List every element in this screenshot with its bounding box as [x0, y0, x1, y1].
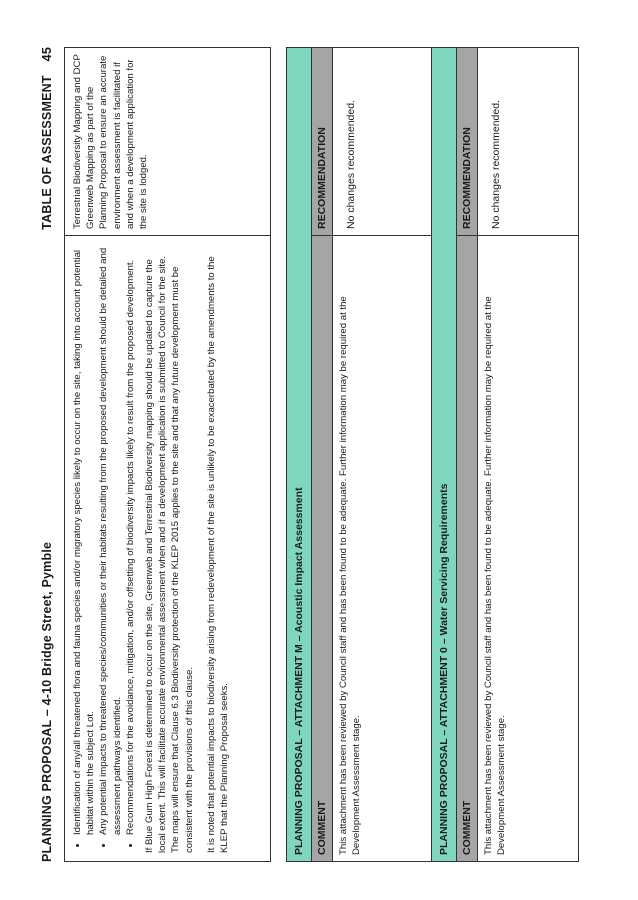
- biodiversity-table: [64, 47, 271, 862]
- biodiversity-recommendation-cell: Terrestrial Biodiversity Mapping and DCP Greenweb Mapping as part of the Planning Proposal to ensure an accurate environment assessment is facilitated if and when a development application for the site is lodged.: [72, 54, 150, 229]
- column-headers: [312, 48, 333, 861]
- biodiversity-comment-cell: [65, 235, 270, 861]
- list-item: • Any potential impacts to threatened species/communities or their habitats resulting from the proposed development should be detailed and assessment pathways identified.: [97, 244, 123, 835]
- section-body: [333, 48, 433, 861]
- section-label: TABLE OF ASSESSMENT: [40, 75, 54, 230]
- list-item: • Recommendations for the avoidance, mitigation, and/or offsetting of biodiversity impacts likely to result from the proposed development.: [124, 244, 137, 835]
- comment-paragraph: If Blue Gum High Forest is determined to occur on the site, Greenweb and Terrestrial Biodiversity mapping should be updated to capture the local extent. This will facilitate accurate environmental assessment when and if a development application is submitted to Council for the site. The maps will ensure that Clause 6.3 Biodiversity protection of the KLEP 2015 applies to the site and that any future development must be consistent with the provisions of this clause.: [144, 255, 195, 853]
- section-title: PLANNING PROPOSAL – ATTACHMENT M – Acoustic Impact Assessment: [287, 48, 312, 861]
- water-servicing-section: [431, 47, 579, 862]
- section-body: [478, 48, 578, 861]
- section-title: PLANNING PROPOSAL – ATTACHMENT 0 – Water Servicing Requirements: [432, 48, 457, 861]
- page-number: 45: [40, 47, 54, 62]
- comment-text: This attachment has been reviewed by Council staff and has been found to be adequate. Further information may be required at the Development Assessment stage.: [333, 235, 433, 861]
- comment-header: COMMENT: [312, 235, 332, 861]
- recommendation-header: RECOMMENDATION: [461, 127, 473, 229]
- list-item: • Identification of any/all threatened flora and fauna species and/or migratory species likely to occur on the site, taking into account potential habitat within the subject Lot.: [71, 244, 97, 835]
- acoustic-section: [286, 47, 434, 862]
- requirements-list: [71, 244, 137, 853]
- page-header: [40, 47, 58, 862]
- comment-header: COMMENT: [457, 235, 477, 861]
- column-headers: [457, 48, 478, 861]
- document-title: PLANNING PROPOSAL – 4-10 Bridge Street, Pymble: [40, 541, 54, 862]
- recommendation-text: No changes recommended.: [490, 100, 502, 229]
- recommendation-text: No changes recommended.: [345, 100, 357, 229]
- header-right: [40, 47, 54, 230]
- comment-text: This attachment has been reviewed by Council staff and has been found to be adequate. Further information may be required at the Development Assessment stage.: [478, 235, 578, 861]
- recommendation-header: RECOMMENDATION: [316, 127, 328, 229]
- comment-paragraph: It is noted that potential impacts to biodiversity arising from redevelopment of the site is unlikely to be exacerbated by the amendments to the KLEP that the Planning Proposal seeks.: [205, 256, 231, 853]
